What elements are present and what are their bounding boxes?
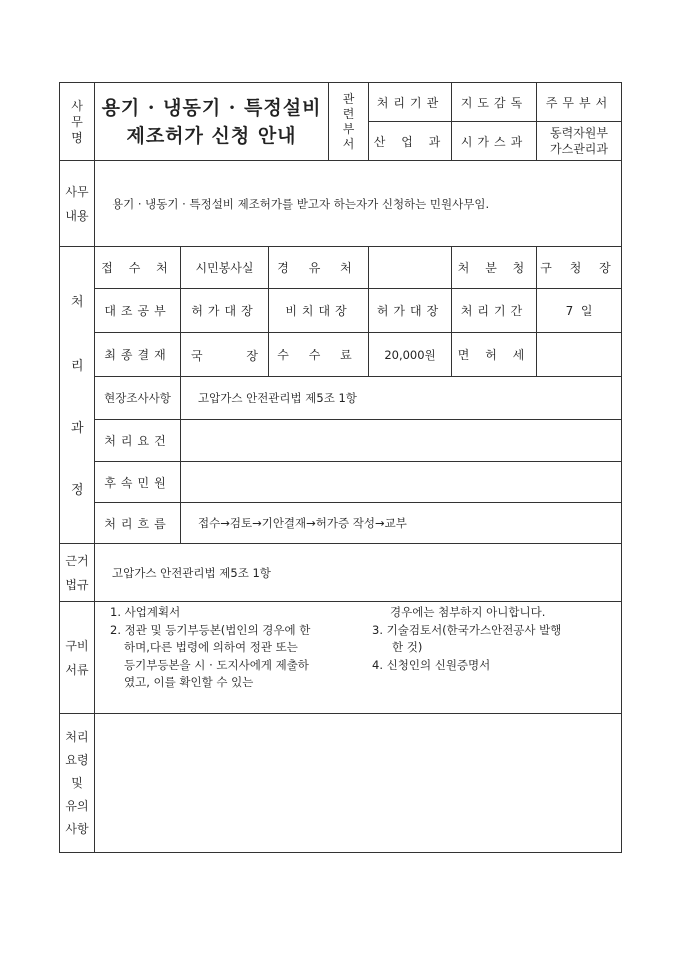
requirements-value (198, 420, 618, 461)
site-survey-value: 고압가스 안전관리법 제5조 1항 (198, 391, 357, 405)
fee-label: 수 수 료 (277, 348, 360, 362)
label-char: 무 (71, 114, 83, 129)
via-value (369, 247, 451, 288)
dept-label (329, 83, 368, 160)
label-char: 사 (71, 98, 83, 113)
dept-line: 가스관리과 (550, 142, 608, 156)
main-dept-heading: 주무부서 (545, 95, 613, 110)
label-line: 요령 (65, 752, 89, 767)
doc-item: 경우에는 첨부하지 아니합니다. (390, 605, 546, 619)
label-line: 유의 (65, 798, 89, 813)
main-dept-value (537, 122, 621, 160)
via-label: 경 유 처 (277, 261, 360, 275)
license-tax-label: 면 허 세 (457, 348, 531, 362)
notes-content (95, 714, 621, 852)
reception-label: 접 수 처 (101, 261, 174, 275)
label-line: 내용 (65, 208, 89, 223)
label-char: 리 (71, 359, 84, 374)
label-line: 처리 (65, 729, 89, 744)
process-label (60, 247, 94, 543)
label-line: 및 (71, 775, 83, 790)
doc-item: 2. 정관 및 등기부등본(법인의 경우에 한 (110, 622, 311, 637)
page-title (95, 83, 328, 160)
title-line-1: 용기 · 냉동기 · 특정설비 (101, 96, 322, 119)
follow-up-value (198, 462, 618, 502)
description-label (60, 161, 94, 246)
label-char: 부 (342, 121, 355, 136)
label-line: 사무 (65, 184, 89, 199)
required-docs-label (60, 602, 94, 713)
fee-value: 20,000원 (384, 347, 436, 362)
label-line: 법규 (65, 577, 89, 592)
dept-line: 동력자원부 (550, 126, 608, 140)
doc-item: 3. 기술검토서(한국가스안전공사 발행 (372, 622, 562, 637)
label-char: 명 (71, 130, 83, 145)
label-char: 서 (342, 136, 355, 151)
processing-agency-heading: 처리기관 (376, 95, 444, 110)
flow-label: 처리흐름 (104, 516, 171, 531)
disposition-label: 처 분 청 (457, 261, 531, 275)
description-text: 용기 · 냉동기 · 특정설비 제조허가를 받고자 하는자가 신청하는 민원사무임. (112, 196, 490, 211)
doc-item: 하며,다른 법령에 의하여 정관 또는 (124, 640, 298, 654)
supervision-heading: 지도감독 (460, 95, 528, 110)
reception-value: 시민봉사실 (195, 261, 254, 275)
label-line: 서류 (65, 662, 89, 677)
divider (59, 601, 622, 602)
ledger-value: 허가대장 (191, 304, 258, 318)
disposition-value: 구 청 장 (540, 261, 618, 275)
required-docs-left (110, 604, 360, 692)
required-docs-right (372, 604, 617, 674)
label-line: 사항 (65, 821, 89, 836)
label-char: 정 (71, 483, 84, 498)
follow-up-label: 후속민원 (104, 475, 171, 490)
label-char: 관 (342, 91, 355, 106)
approval-char: 장 (246, 349, 258, 363)
doc-item: 한 것) (392, 640, 423, 654)
header-label (60, 83, 94, 160)
kept-ledger-value: 허가대장 (376, 304, 444, 318)
legal-basis-label (60, 544, 94, 601)
doc-item: 4. 신청인의 신원증명서 (372, 657, 491, 672)
label-char: 련 (342, 106, 355, 121)
doc-item: 등기부등본을 시 · 도지사에게 제출하 (124, 657, 309, 672)
ledger-label: 대조공부 (104, 304, 171, 318)
doc-item: 였고, 이를 확인할 수 있는 (124, 675, 254, 689)
processing-period-label: 처리기간 (460, 304, 528, 318)
site-survey-label: 현장조사사항 (104, 391, 171, 405)
processing-period-value: 7 일 (565, 304, 593, 318)
kept-ledger-label: 비치대장 (285, 304, 352, 318)
doc-item: 1. 사업계획서 (110, 605, 181, 619)
notes-label (60, 714, 94, 852)
title-line-2: 제조허가 신청 안내 (126, 124, 297, 147)
approval-char: 국 (191, 349, 203, 363)
requirements-label: 처리요건 (104, 434, 171, 448)
license-tax-value (537, 333, 621, 376)
label-char: 처 (71, 295, 84, 310)
final-approval-value (181, 333, 268, 376)
label-char: 과 (71, 421, 84, 436)
label-line: 구비 (65, 638, 89, 653)
processing-agency-value: 산 업 과 (373, 134, 447, 149)
flow-value: 접수→검토→기안결재→허가증 작성→교부 (198, 516, 407, 530)
supervision-value: 시가스과 (460, 134, 528, 149)
legal-basis-text: 고압가스 안전관리법 제5조 1항 (112, 565, 271, 580)
label-line: 근거 (65, 553, 89, 568)
final-approval-label: 최종결재 (104, 348, 171, 362)
